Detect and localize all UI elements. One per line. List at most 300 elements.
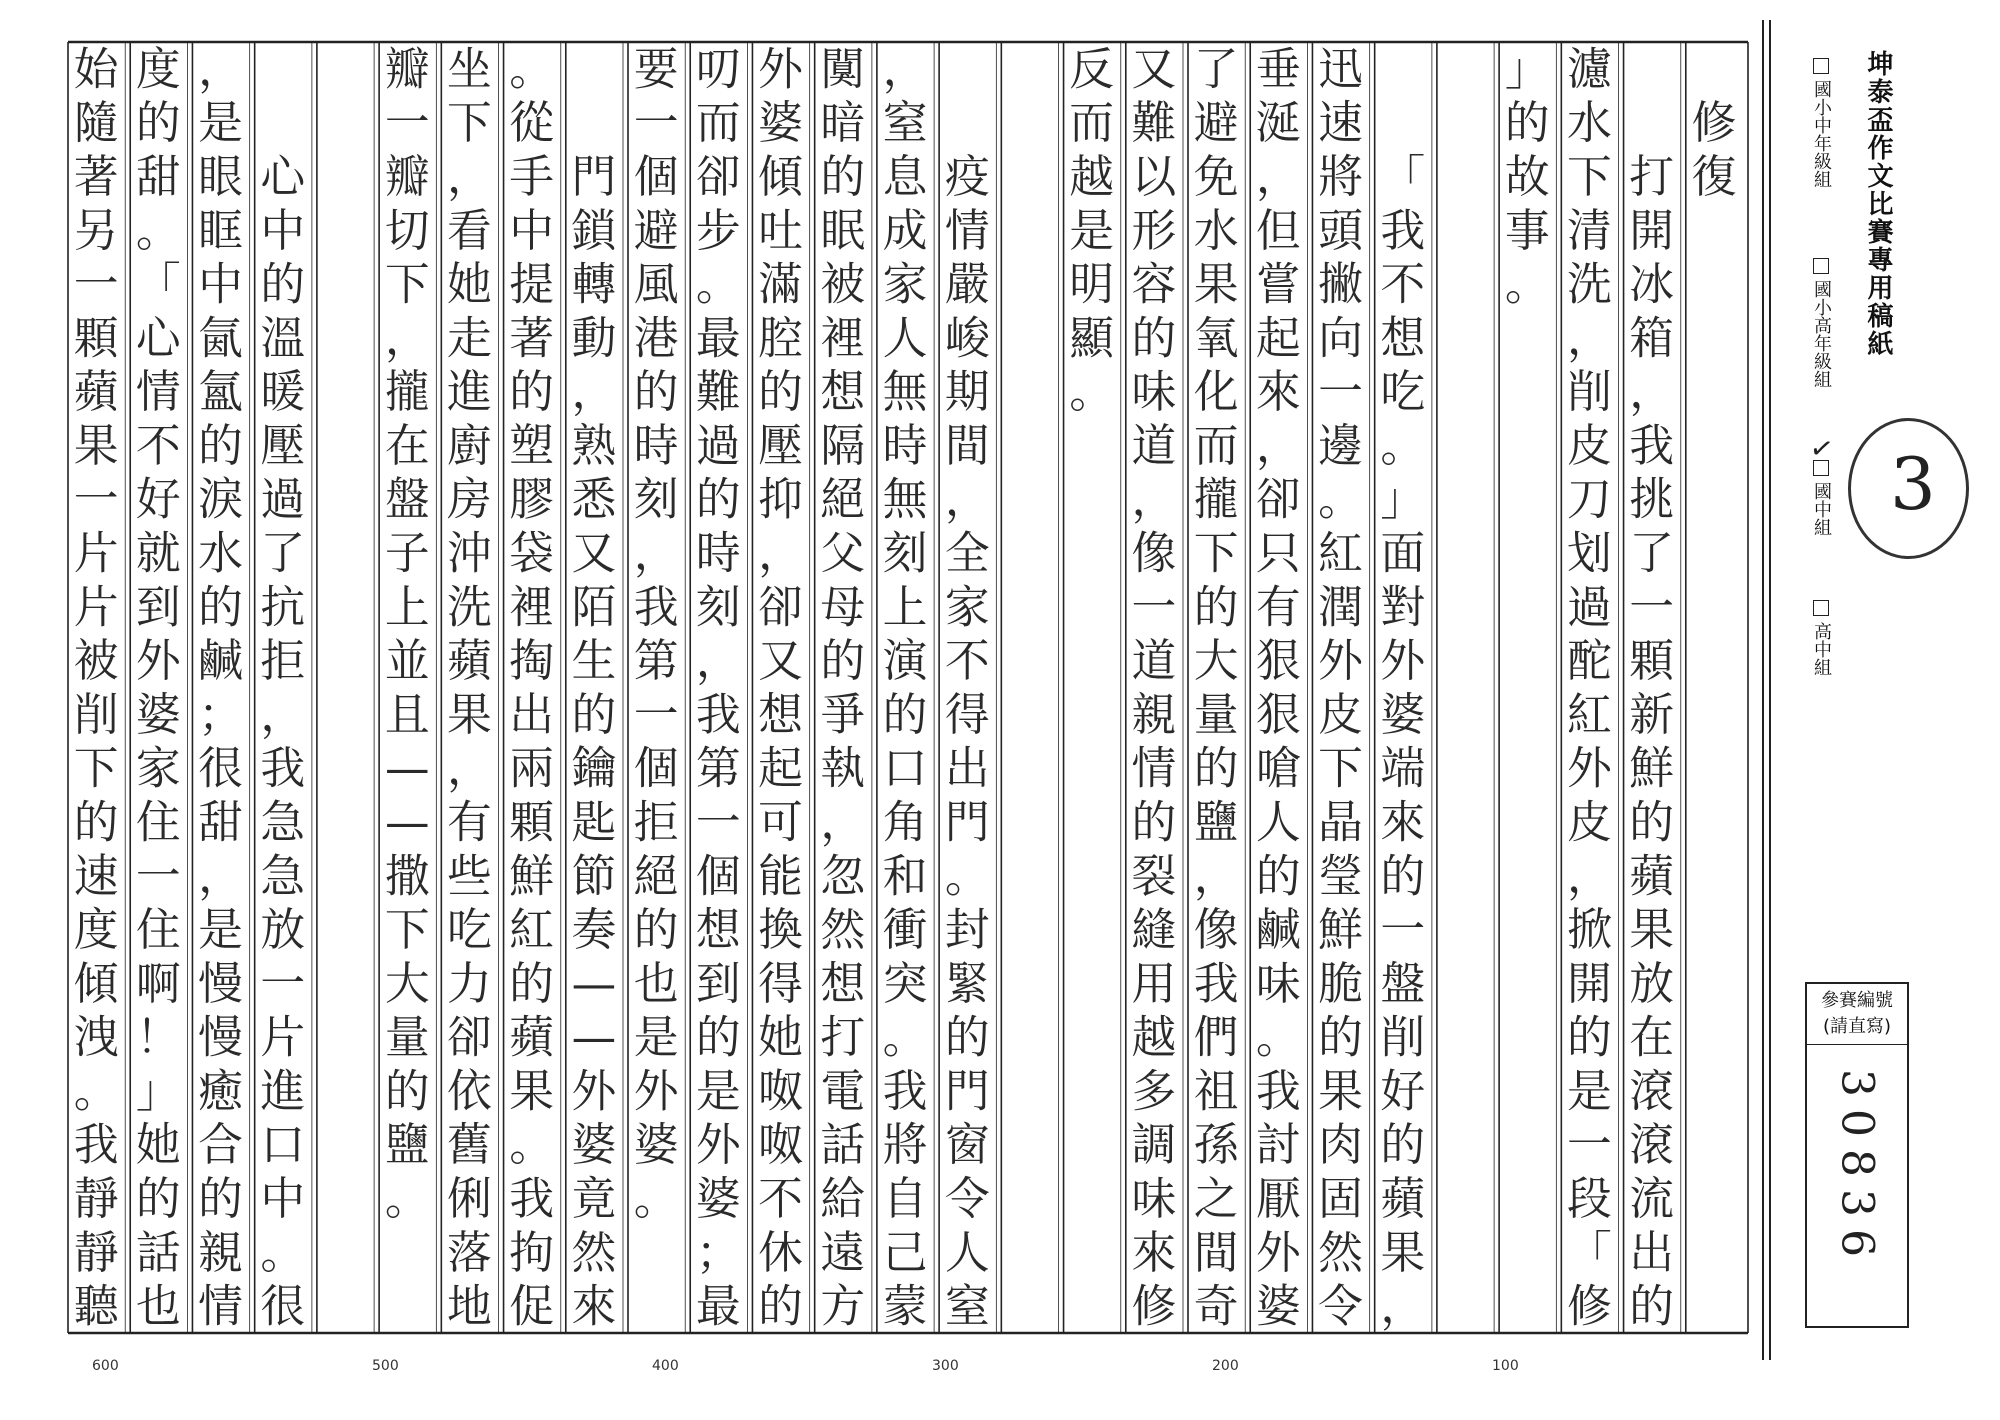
essay-character: 固 bbox=[1318, 1172, 1363, 1226]
essay-character: 且 bbox=[384, 687, 430, 741]
essay-character: 。 bbox=[509, 42, 555, 96]
essay-character: 打 bbox=[820, 1010, 866, 1064]
entry-label-line-2: (請直寫) bbox=[1822, 1016, 1892, 1037]
essay-character: ； bbox=[695, 1225, 741, 1279]
essay-character: 我 bbox=[1193, 956, 1239, 1010]
essay-character: 門 bbox=[944, 1064, 990, 1118]
essay-character: 「 bbox=[1380, 149, 1426, 203]
essay-character: 削 bbox=[1380, 1010, 1426, 1064]
essay-character: 是 bbox=[633, 1010, 679, 1064]
group-option-elementary-upper[interactable] bbox=[1808, 258, 1834, 388]
essay-character: 不 bbox=[135, 418, 181, 472]
essay-character: 片 bbox=[260, 1010, 306, 1064]
essay-character: 提 bbox=[509, 257, 555, 311]
essay-character: 一 bbox=[633, 687, 679, 741]
essay-character: 下 bbox=[1567, 149, 1612, 203]
essay-character: — bbox=[384, 741, 430, 795]
essay-character: 的 bbox=[758, 365, 803, 419]
essay-character: 裡 bbox=[820, 311, 866, 365]
essay-character: 的 bbox=[758, 1279, 803, 1333]
essay-character: 事 bbox=[1504, 203, 1550, 257]
essay-character: 盤 bbox=[1380, 956, 1426, 1010]
essay-character: 鹽 bbox=[1193, 795, 1239, 849]
essay-character: 箱 bbox=[1629, 311, 1675, 365]
essay-character: 的 bbox=[882, 687, 928, 741]
essay-character: 一 bbox=[1131, 580, 1177, 634]
essay-character: 下 bbox=[384, 257, 430, 311]
essay-character: 一 bbox=[1380, 903, 1426, 957]
group-label: 國小中年級組 bbox=[1811, 80, 1832, 188]
essay-character: 。 bbox=[633, 1172, 679, 1226]
essay-character: 情 bbox=[1131, 741, 1177, 795]
essay-character: 拒 bbox=[633, 795, 679, 849]
essay-character: 絕 bbox=[633, 849, 679, 903]
essay-character: 刻 bbox=[695, 580, 741, 634]
essay-character: 。 bbox=[260, 1225, 306, 1279]
essay-character: 是 bbox=[1069, 203, 1115, 257]
essay-character: 面 bbox=[1380, 526, 1426, 580]
essay-character: 而 bbox=[1069, 96, 1115, 150]
essay-character: 眶 bbox=[198, 203, 243, 257]
essay-character: 中 bbox=[509, 203, 555, 257]
essay-character: 度 bbox=[135, 42, 181, 96]
essay-character: 氧 bbox=[1193, 311, 1239, 365]
essay-character: 鹽 bbox=[384, 1118, 430, 1172]
essay-character: 掏 bbox=[509, 634, 555, 688]
essay-character: 。 bbox=[135, 203, 181, 257]
essay-character: 。 bbox=[73, 1064, 119, 1118]
essay-character: 。 bbox=[1318, 472, 1363, 526]
essay-character: 卻 bbox=[695, 149, 741, 203]
essay-character: 又 bbox=[758, 634, 803, 688]
essay-character: 瑩 bbox=[1318, 849, 1363, 903]
checkbox-icon[interactable] bbox=[1813, 600, 1829, 616]
essay-character: 了 bbox=[1193, 42, 1239, 96]
essay-character: 難 bbox=[695, 365, 741, 419]
essay-character: 港 bbox=[633, 311, 679, 365]
essay-character: 蘋 bbox=[509, 1010, 555, 1064]
essay-character: ， bbox=[198, 849, 243, 903]
essay-character: 避 bbox=[633, 203, 679, 257]
essay-character: 的 bbox=[135, 96, 181, 150]
essay-character: 間 bbox=[944, 418, 990, 472]
essay-character: 難 bbox=[1131, 96, 1177, 150]
essay-character: 」 bbox=[1504, 42, 1550, 96]
essay-character: 紅 bbox=[1318, 526, 1363, 580]
essay-character: 清 bbox=[1567, 203, 1612, 257]
essay-character: 之 bbox=[1193, 1172, 1239, 1226]
essay-character: 休 bbox=[758, 1225, 803, 1279]
essay-character: 卻 bbox=[758, 580, 803, 634]
essay-character: 婆 bbox=[633, 1118, 679, 1172]
essay-character: — bbox=[384, 795, 430, 849]
essay-character: 削 bbox=[1567, 365, 1612, 419]
essay-character: 的 bbox=[198, 580, 243, 634]
essay-character: 。 bbox=[384, 1172, 430, 1226]
essay-character: 爭 bbox=[820, 687, 866, 741]
essay-character: 突 bbox=[882, 956, 928, 1010]
essay-character: 的 bbox=[1380, 849, 1426, 903]
fold-line bbox=[1762, 20, 1771, 1360]
essay-character: 鑰 bbox=[571, 741, 617, 795]
essay-character: 叨 bbox=[695, 42, 741, 96]
essay-character: 眠 bbox=[820, 203, 866, 257]
essay-character: 水 bbox=[198, 526, 243, 580]
essay-character: 肉 bbox=[1318, 1118, 1363, 1172]
essay-character: 衝 bbox=[882, 903, 928, 957]
essay-character: ， bbox=[882, 42, 928, 96]
essay-character: 門 bbox=[571, 149, 617, 203]
essay-character: 我 bbox=[1629, 418, 1675, 472]
essay-character: 著 bbox=[73, 149, 119, 203]
essay-character: 修 bbox=[1131, 1279, 1177, 1333]
essay-character: 量 bbox=[1193, 687, 1239, 741]
essay-character: 個 bbox=[633, 149, 679, 203]
essay-character: 方 bbox=[820, 1279, 866, 1333]
essay-character: 的 bbox=[633, 903, 679, 957]
essay-character: 調 bbox=[1131, 1118, 1177, 1172]
essay-character: 嘗 bbox=[1255, 257, 1301, 311]
essay-character: 奇 bbox=[1193, 1279, 1239, 1333]
essay-character: 令 bbox=[1318, 1279, 1363, 1333]
essay-character: 吐 bbox=[758, 203, 803, 257]
essay-character: 暖 bbox=[260, 365, 306, 419]
essay-character: 情 bbox=[198, 1279, 243, 1333]
essay-character: 撇 bbox=[1318, 257, 1363, 311]
essay-character: 的 bbox=[73, 795, 119, 849]
essay-character: 修 bbox=[1691, 96, 1737, 150]
essay-character: 婆 bbox=[758, 96, 803, 150]
essay-character: 蘋 bbox=[447, 634, 492, 688]
essay-character: 窒 bbox=[882, 96, 928, 150]
group-option-senior-high[interactable] bbox=[1808, 600, 1834, 676]
group-label: 國中組 bbox=[1811, 482, 1832, 536]
essay-character: 嗆 bbox=[1255, 741, 1301, 795]
essay-character: 皮 bbox=[1318, 687, 1363, 741]
group-option-elementary-middle[interactable] bbox=[1808, 58, 1834, 188]
essay-character: 一 bbox=[633, 96, 679, 150]
essay-character: 的 bbox=[695, 472, 741, 526]
essay-character: 的 bbox=[571, 687, 617, 741]
checkbox-icon[interactable] bbox=[1813, 258, 1829, 274]
essay-character: 下 bbox=[384, 903, 430, 957]
essay-character: 沖 bbox=[447, 526, 492, 580]
essay-character: 癒 bbox=[198, 1064, 243, 1118]
essay-character: 急 bbox=[260, 795, 306, 849]
essay-character: 我 bbox=[1380, 203, 1426, 257]
essay-character: ， bbox=[571, 365, 617, 419]
essay-character: 是 bbox=[198, 903, 243, 957]
essay-character: 到 bbox=[695, 956, 741, 1010]
essay-character: 門 bbox=[944, 795, 990, 849]
essay-character: 放 bbox=[1629, 956, 1675, 1010]
essay-character: 婆 bbox=[571, 1118, 617, 1172]
scale-label: 400 bbox=[652, 1358, 679, 1374]
essay-character: 一 bbox=[695, 795, 741, 849]
essay-character: 嚴 bbox=[944, 257, 990, 311]
essay-character: 心 bbox=[260, 149, 306, 203]
essay-character: 來 bbox=[1255, 365, 1301, 419]
essay-character: 演 bbox=[882, 634, 928, 688]
essay-character: 我 bbox=[509, 1172, 555, 1226]
essay-character: 到 bbox=[135, 580, 181, 634]
essay-character: 令 bbox=[944, 1172, 990, 1226]
essay-character: 越 bbox=[1069, 149, 1115, 203]
essay-character: ， bbox=[1255, 149, 1301, 203]
essay-character: 婆 bbox=[695, 1172, 741, 1226]
essay-character: 的 bbox=[135, 1172, 181, 1226]
essay-character: 量 bbox=[384, 1010, 430, 1064]
essay-character: 過 bbox=[1567, 580, 1612, 634]
essay-character: 裂 bbox=[1131, 849, 1177, 903]
essay-character: 的 bbox=[1318, 1010, 1363, 1064]
essay-character: 開 bbox=[1567, 956, 1612, 1010]
essay-character: 時 bbox=[695, 526, 741, 580]
essay-character: 卻 bbox=[447, 1010, 492, 1064]
essay-character: 要 bbox=[633, 42, 679, 96]
essay-character: 暗 bbox=[820, 96, 866, 150]
essay-character: 全 bbox=[944, 526, 990, 580]
essay-character: 外 bbox=[1567, 741, 1612, 795]
essay-character: 削 bbox=[73, 687, 119, 741]
essay-character: 滾 bbox=[1629, 1118, 1675, 1172]
essay-character: 鎖 bbox=[571, 203, 617, 257]
essay-character: 落 bbox=[447, 1225, 492, 1279]
essay-character: 的 bbox=[509, 365, 555, 419]
essay-character: 討 bbox=[1255, 1118, 1301, 1172]
essay-character: 進 bbox=[447, 365, 492, 419]
essay-character: 很 bbox=[260, 1279, 306, 1333]
essay-character: 度 bbox=[73, 903, 119, 957]
essay-character: 濾 bbox=[1567, 42, 1612, 96]
scale-label: 600 bbox=[92, 1358, 119, 1374]
essay-character: 顆 bbox=[1629, 634, 1675, 688]
essay-character: 外 bbox=[633, 1064, 679, 1118]
scale-label: 300 bbox=[932, 1358, 959, 1374]
essay-character: 像 bbox=[1131, 526, 1177, 580]
essay-character: 期 bbox=[944, 365, 990, 419]
essay-character: 向 bbox=[1318, 311, 1363, 365]
essay-character: 果 bbox=[509, 1064, 555, 1118]
group-option-junior-high[interactable] bbox=[1808, 460, 1834, 536]
essay-character: 緊 bbox=[944, 956, 990, 1010]
essay-character: 過 bbox=[260, 472, 306, 526]
essay-character: 了 bbox=[260, 526, 306, 580]
essay-character: 攏 bbox=[384, 365, 430, 419]
essay-character: 來 bbox=[1131, 1225, 1177, 1279]
essay-character: 無 bbox=[882, 472, 928, 526]
essay-character: 陌 bbox=[571, 580, 617, 634]
essay-character: 一 bbox=[73, 257, 119, 311]
essay-character: 看 bbox=[447, 203, 492, 257]
essay-character: 她 bbox=[135, 1118, 181, 1172]
essay-character: 切 bbox=[384, 203, 430, 257]
essay-character: 房 bbox=[447, 472, 492, 526]
essay-character: 坐 bbox=[447, 42, 492, 96]
essay-character: 只 bbox=[1255, 526, 1301, 580]
essay-character: 很 bbox=[198, 741, 243, 795]
essay-character: 的 bbox=[198, 418, 243, 472]
essay-character: 顆 bbox=[73, 311, 119, 365]
essay-character: 起 bbox=[1255, 311, 1301, 365]
essay-character: 酡 bbox=[1567, 634, 1612, 688]
essay-character: 手 bbox=[509, 149, 555, 203]
essay-character: 想 bbox=[695, 903, 741, 957]
essay-character: 情 bbox=[944, 203, 990, 257]
essay-character: ， bbox=[447, 741, 492, 795]
essay-character: 端 bbox=[1380, 741, 1426, 795]
essay-character: 氳 bbox=[198, 365, 243, 419]
essay-character: 道 bbox=[1131, 418, 1177, 472]
essay-character: 另 bbox=[73, 203, 119, 257]
essay-character: 垂 bbox=[1255, 42, 1301, 96]
essay-character: 越 bbox=[1131, 1010, 1177, 1064]
essay-character: 傾 bbox=[73, 956, 119, 1010]
essay-character: 依 bbox=[447, 1064, 492, 1118]
essay-character: 洗 bbox=[447, 580, 492, 634]
essay-character: ， bbox=[1567, 311, 1612, 365]
essay-character: 給 bbox=[820, 1172, 866, 1226]
essay-character: 撒 bbox=[384, 849, 430, 903]
essay-character: ， bbox=[1193, 849, 1239, 903]
essay-character: 中 bbox=[260, 1172, 306, 1226]
essay-character: 果 bbox=[1193, 257, 1239, 311]
essay-character: ， bbox=[1131, 472, 1177, 526]
essay-character: 的 bbox=[1193, 580, 1239, 634]
essay-character: 是 bbox=[198, 96, 243, 150]
essay-character: 。 bbox=[1069, 365, 1115, 419]
essay-character: 最 bbox=[695, 311, 741, 365]
essay-character: ， bbox=[1380, 1279, 1426, 1333]
group-label: 國小高年級組 bbox=[1811, 280, 1832, 388]
essay-character: 水 bbox=[1567, 96, 1612, 150]
essay-character: 她 bbox=[447, 257, 492, 311]
essay-character: 我 bbox=[1255, 1064, 1301, 1118]
essay-character: 的 bbox=[1131, 795, 1177, 849]
checkbox-icon[interactable] bbox=[1813, 58, 1829, 74]
essay-character: 又 bbox=[1131, 42, 1177, 96]
essay-character: 狠 bbox=[1255, 634, 1301, 688]
essay-character: 修 bbox=[1567, 1279, 1612, 1333]
essay-character: 晶 bbox=[1318, 795, 1363, 849]
essay-character: ， bbox=[820, 795, 866, 849]
essay-character: 外 bbox=[571, 1064, 617, 1118]
essay-character: 家 bbox=[944, 580, 990, 634]
essay-character: 眼 bbox=[198, 149, 243, 203]
essay-character: 風 bbox=[633, 257, 679, 311]
essay-character: 皮 bbox=[1567, 418, 1612, 472]
essay-character: 掀 bbox=[1567, 903, 1612, 957]
essay-character: 膠 bbox=[509, 472, 555, 526]
essay-character: 。 bbox=[1380, 418, 1426, 472]
essay-character: 大 bbox=[1193, 634, 1239, 688]
essay-character: 從 bbox=[509, 96, 555, 150]
essay-character: 一 bbox=[1318, 365, 1363, 419]
essay-character: 能 bbox=[758, 849, 803, 903]
essay-character: 些 bbox=[447, 849, 492, 903]
essay-character: 顯 bbox=[1069, 311, 1115, 365]
essay-character: 執 bbox=[820, 741, 866, 795]
essay-character: 卻 bbox=[1255, 472, 1301, 526]
essay-character: 一 bbox=[1629, 580, 1675, 634]
essay-character: 而 bbox=[695, 96, 741, 150]
essay-character: 俐 bbox=[447, 1172, 492, 1226]
essay-character: 用 bbox=[1131, 956, 1177, 1010]
essay-character: 新 bbox=[1629, 687, 1675, 741]
essay-character: 片 bbox=[73, 580, 119, 634]
essay-character: 家 bbox=[135, 741, 181, 795]
checkmark-icon: ✓ bbox=[1807, 430, 1837, 467]
essay-character: 鮮 bbox=[1629, 741, 1675, 795]
essay-character: 對 bbox=[1380, 580, 1426, 634]
essay-character: 的 bbox=[820, 634, 866, 688]
essay-character: 時 bbox=[633, 418, 679, 472]
essay-character: 靜 bbox=[73, 1225, 119, 1279]
essay-character: 縫 bbox=[1131, 903, 1177, 957]
essay-character: ， bbox=[447, 149, 492, 203]
essay-character: 母 bbox=[820, 580, 866, 634]
essay-character: 壓 bbox=[260, 418, 306, 472]
essay-character: ， bbox=[384, 311, 430, 365]
group-label: 高中組 bbox=[1811, 622, 1832, 676]
essay-character: 淚 bbox=[198, 472, 243, 526]
essay-character: 口 bbox=[882, 741, 928, 795]
essay-character: 拒 bbox=[260, 634, 306, 688]
essay-character: 不 bbox=[944, 634, 990, 688]
essay-character: 紅 bbox=[1567, 687, 1612, 741]
essay-character: 啊 bbox=[135, 956, 181, 1010]
essay-character: 果 bbox=[447, 687, 492, 741]
essay-character: 來 bbox=[1380, 795, 1426, 849]
essay-character: 鮮 bbox=[1318, 903, 1363, 957]
essay-character: 人 bbox=[882, 311, 928, 365]
essay-character: 果 bbox=[1318, 1064, 1363, 1118]
essay-character: 避 bbox=[1193, 96, 1239, 150]
essay-character: 節 bbox=[571, 849, 617, 903]
essay-character: 化 bbox=[1193, 365, 1239, 419]
essay-character: 換 bbox=[758, 903, 803, 957]
essay-character: 」 bbox=[135, 1064, 181, 1118]
essay-character: 個 bbox=[695, 849, 741, 903]
essay-character: 脆 bbox=[1318, 956, 1363, 1010]
essay-character: 鹹 bbox=[198, 634, 243, 688]
essay-character: 情 bbox=[135, 365, 181, 419]
essay-character: 水 bbox=[1193, 203, 1239, 257]
essay-character: 了 bbox=[1629, 526, 1675, 580]
essay-character: 蘋 bbox=[1629, 849, 1675, 903]
essay-character: 來 bbox=[571, 1279, 617, 1333]
essay-character: 外 bbox=[1380, 634, 1426, 688]
essay-character: 容 bbox=[1131, 257, 1177, 311]
essay-character: ， bbox=[260, 687, 306, 741]
essay-character: 下 bbox=[73, 741, 119, 795]
essay-character: 人 bbox=[944, 1225, 990, 1279]
essay-character: 聽 bbox=[73, 1279, 119, 1333]
essay-character: 絕 bbox=[820, 472, 866, 526]
essay-character: 開 bbox=[1629, 203, 1675, 257]
essay-character: ， bbox=[758, 526, 803, 580]
essay-character: 生 bbox=[571, 634, 617, 688]
essay-character: 外 bbox=[695, 1118, 741, 1172]
essay-character: 間 bbox=[1193, 1225, 1239, 1279]
essay-character: 果 bbox=[73, 418, 119, 472]
essay-character: 呶 bbox=[758, 1064, 803, 1118]
essay-character: 有 bbox=[447, 795, 492, 849]
essay-character: 刻 bbox=[882, 526, 928, 580]
essay-character: 的 bbox=[1504, 96, 1550, 150]
essay-character: 的 bbox=[944, 1010, 990, 1064]
essay-character: 」 bbox=[1380, 472, 1426, 526]
